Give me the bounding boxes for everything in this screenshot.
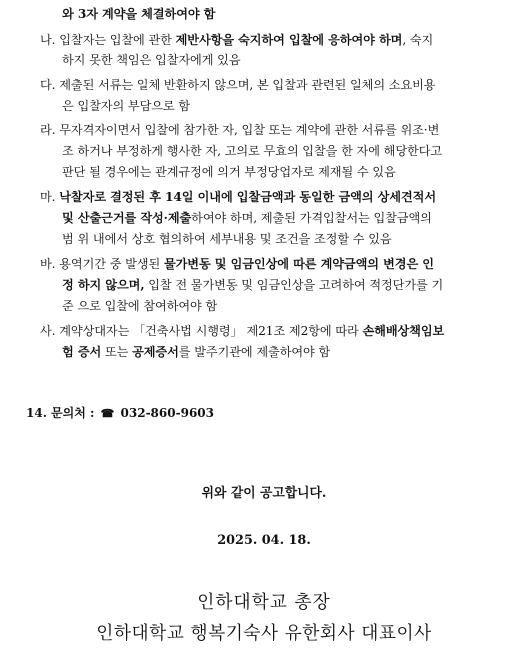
term-text-bold: 공제증서 xyxy=(132,345,179,359)
term-line xyxy=(62,6,215,22)
term-text: 다. 제출된 서류는 일체 반환하지 않으며, 본 입찰과 관련된 일체의 소요비용 xyxy=(40,78,436,92)
term-text: 입찰 전 물가변동 및 임금인상을 고려하여 적정단가를 기 xyxy=(144,278,444,292)
phone-icon: ☎ xyxy=(100,407,115,420)
contact-label: 14. 문의처 : xyxy=(26,406,95,420)
term-line xyxy=(40,323,444,339)
term-line xyxy=(40,122,439,138)
term-text: 준 으로 입찰에 참여하여야 함 xyxy=(62,299,218,313)
term-line xyxy=(62,344,330,360)
term-text: 하여야 하며, 제출된 가격입찰서는 입찰금액의 xyxy=(191,211,432,225)
term-line xyxy=(62,231,392,247)
term-text: 를 발주기관에 제출하여야 함 xyxy=(178,345,331,359)
term-text-bold: 험 증서 xyxy=(62,345,102,359)
signature-ceo: 인하대학교 행복기숙사 유한회사 대표이사 xyxy=(96,623,432,644)
term-line xyxy=(62,277,443,293)
term-text: , 숙지 xyxy=(402,33,434,47)
term-text-bold: 정 하지 않으며, xyxy=(62,278,145,292)
term-text: 라. 무자격자이면서 입찰에 참가한 자, 입찰 또는 계약에 관한 서류를 위조·변 xyxy=(40,123,440,137)
signature-president: 인하대학교 총장 xyxy=(197,592,331,613)
term-text: 바. 용역기간 중 발생된 xyxy=(40,257,164,271)
term-text: 하지 못한 책임은 입찰자에게 있음 xyxy=(62,53,241,67)
term-line xyxy=(62,52,241,68)
term-text: 사. 계약상대자는 「건축사법 시행령」 제21조 제2항에 따라 xyxy=(40,324,363,338)
term-line xyxy=(40,256,434,272)
term-text: 조 하거나 부정하게 행사한 자, 고의로 무효의 입찰을 한 자에 해당한다고 xyxy=(62,144,443,158)
term-line xyxy=(62,143,442,159)
term-line xyxy=(40,189,436,205)
term-line xyxy=(62,210,432,226)
term-text: 범 위 내에서 상호 협의하여 세부내용 및 조건을 조정할 수 있음 xyxy=(62,232,392,246)
announcement-text: 위와 같이 공고합니다. xyxy=(201,486,327,501)
term-text: 또는 xyxy=(101,345,133,359)
term-text-bold: 제반사항을 숙지하여 입찰에 응하여야 하며 xyxy=(175,33,403,47)
term-line xyxy=(40,77,435,93)
term-text-bold: 물가변동 및 임금인상에 따른 계약금액의 변경은 인 xyxy=(163,257,434,271)
term-text: 은 입찰자의 부담으로 함 xyxy=(62,99,191,113)
contact-phone: 032-860-9603 xyxy=(120,406,214,420)
term-line xyxy=(62,298,217,314)
term-text-bold: 낙찰자로 결정된 후 14일 이내에 입찰금액과 동일한 금액의 상세견적서 xyxy=(59,190,436,204)
term-text: 판단 될 경우에는 관계규정에 의거 부정당업자로 제재될 수 있음 xyxy=(62,165,396,179)
term-text-bold: 손해배상책임보 xyxy=(362,324,445,338)
term-text-bold: 및 산출근거를 작성·제출 xyxy=(62,211,192,225)
term-text: 나. 입찰자는 입찰에 관한 xyxy=(40,33,176,47)
term-line xyxy=(40,32,433,48)
term-line xyxy=(62,164,396,180)
announcement-date: 2025. 04. 18. xyxy=(217,533,311,548)
term-line xyxy=(62,98,190,114)
term-text-bold: 와 3자 계약을 체결하여야 함 xyxy=(62,7,216,21)
contact-line xyxy=(26,404,214,421)
term-text: 마. xyxy=(40,190,60,204)
